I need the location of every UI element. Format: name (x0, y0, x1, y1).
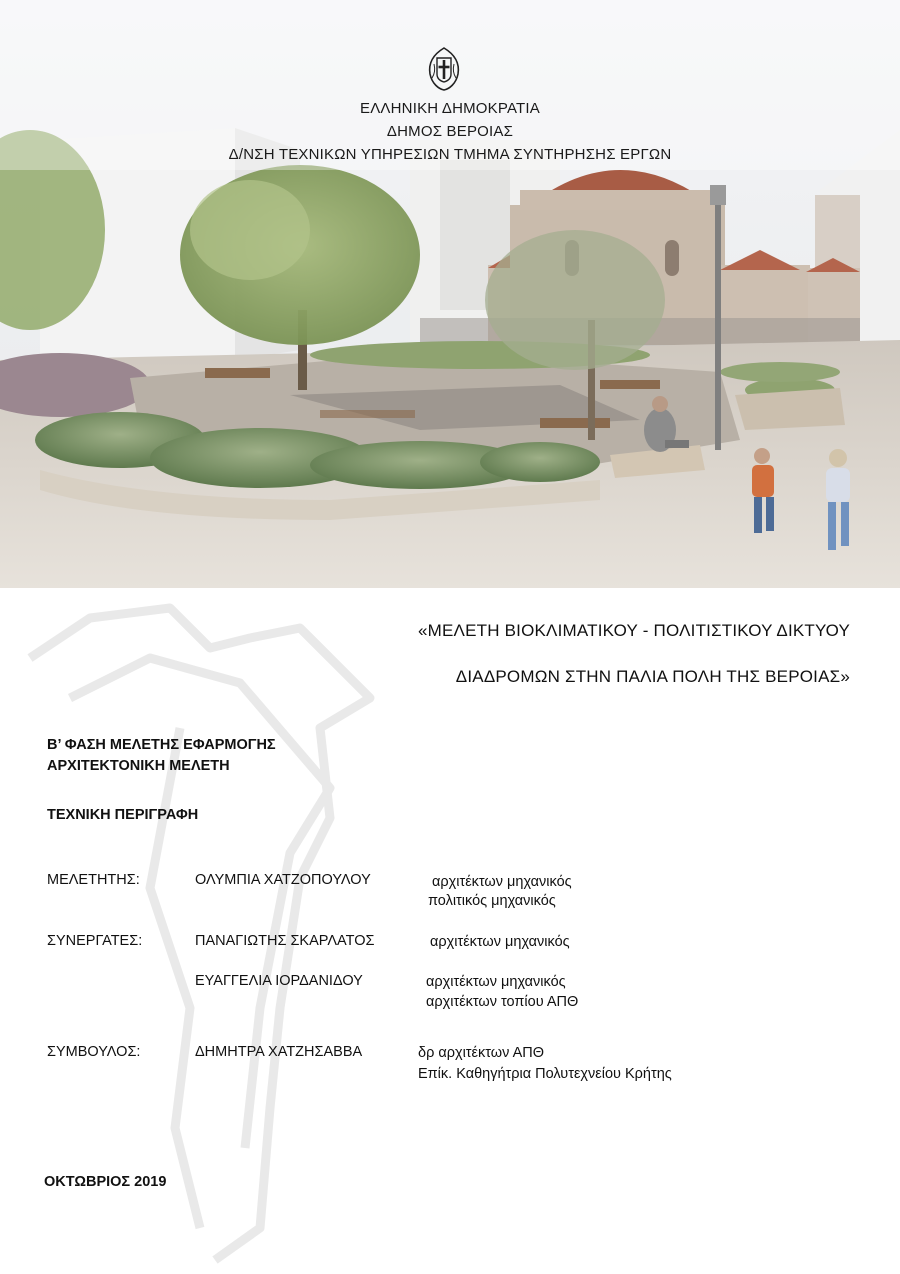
header-municipality: ΔΗΜΟΣ ΒΕΡΟΙΑΣ (386, 123, 514, 140)
designer-role-1: αρχιτέκτων μηχανικός (432, 874, 572, 890)
designer-label: ΜΕΛΕΤΗΤΗΣ: (47, 872, 140, 888)
advisor-role-2: Επίκ. Καθηγήτρια Πολυτεχνείου Κρήτης (418, 1066, 672, 1082)
collaborators-label: ΣΥΝΕΡΓΑΤΕΣ: (47, 933, 143, 949)
greek-coat-of-arms-icon (424, 46, 464, 92)
collaborator-2-role-2: αρχιτέκτων τοπίου ΑΠΘ (426, 994, 579, 1010)
collaborator-2-role-1: αρχιτέκτων μηχανικός (426, 974, 566, 990)
phase-line2: ΑΡΧΙΤΕΚΤΟΝΙΚΗ ΜΕΛΕΤΗ (47, 758, 230, 774)
designer-role-2: πολιτικός μηχανικός (428, 893, 556, 909)
advisor-role-1: δρ αρχιτέκτων ΑΠΘ (418, 1045, 544, 1061)
header-department: Δ/ΝΣΗ ΤΕΧΝΙΚΩΝ ΥΠΗΡΕΣΙΩΝ ΤΜΗΜΑ ΣΥΝΤΗΡΗΣΗΣ ΕΡΓΩΝ (228, 146, 672, 163)
phase-line1: Β’ ΦΑΣΗ ΜΕΛΕΤΗΣ ΕΦΑΡΜΟΓΗΣ (47, 737, 276, 753)
header-republic: ΕΛΛΗΝΙΚΗ ΔΗΜΟΚΡΑΤΙΑ (360, 100, 540, 117)
designer-name: ΟΛΥΜΠΙΑ ΧΑΤΖΟΠΟΥΛΟΥ (195, 872, 371, 888)
collaborator-2-name: ΕΥΑΓΓΕΛΙΑ ΙΟΡΔΑΝΙΔΟΥ (195, 973, 363, 989)
advisor-name: ΔΗΜΗΤΡΑ ΧΑΤΖΗΣΑΒΒΑ (195, 1044, 363, 1060)
study-title-line2: ΔΙΑΔΡΟΜΩΝ ΣΤΗΝ ΠΑΛΙΑ ΠΟΛΗ ΤΗΣ ΒΕΡΟΙΑΣ» (455, 667, 850, 686)
collaborator-1-role: αρχιτέκτων μηχανικός (430, 934, 570, 950)
document-type: ΤΕΧΝΙΚΗ ΠΕΡΙΓΡΑΦΗ (47, 807, 199, 823)
advisor-label: ΣΥΜΒΟΥΛΟΣ: (47, 1044, 141, 1060)
study-title-line1: «ΜΕΛΕΤΗ ΒΙΟΚΛΙΜΑΤΙΚΟΥ - ΠΟΛΙΤΙΣΤΙΚΟΥ ΔΙΚΤΥΟΥ (417, 621, 850, 640)
collaborator-1-name: ΠΑΝΑΓΙΩΤΗΣ ΣΚΑΡΛΑΤΟΣ (195, 933, 375, 949)
publication-date: ΟΚΤΩΒΡΙΟΣ 2019 (44, 1174, 167, 1190)
wall-outline-drawing (0, 588, 900, 1274)
